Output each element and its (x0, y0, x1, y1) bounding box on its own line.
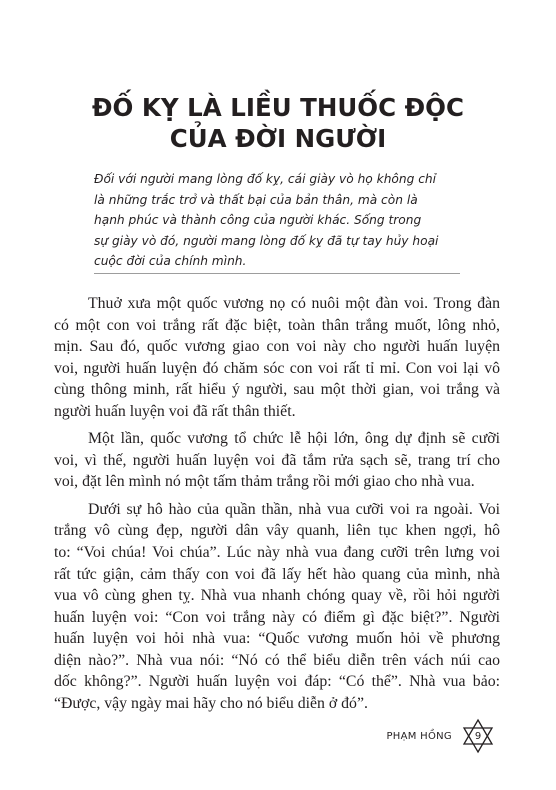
chapter-title-line-2: CỦA ĐỜI NGƯỜI (169, 124, 387, 153)
epigraph-line: là những trắc trở và thất bại của bản thân, mà còn là (94, 192, 418, 207)
epigraph (94, 169, 466, 272)
paragraph (54, 428, 500, 493)
text-line: voi, đặt lên mình nó một tấm thảm trắng rồi mới giao cho nhà vua. (54, 473, 475, 491)
paragraph (54, 499, 500, 714)
text-line: Dưới sự hô hào của quần thần, nhà vua cưỡi voi ra ngoài. Voi (88, 500, 500, 518)
page-footer (386, 721, 496, 751)
text-line: rất tức giận, cảm thấy con voi đã lấy hết hào quang của mình, nhà (54, 565, 500, 583)
chapter-title-line-1: ĐỐ KỴ LÀ LIỀU THUỐC ĐỘC (92, 93, 464, 122)
text-line: “Được, vậy ngày mai hãy cho nó biểu diễn ở đó”. (54, 694, 368, 712)
epigraph-line: Đối với người mang lòng đố kỵ, cái giày vò họ không chỉ (94, 172, 437, 186)
paragraph (54, 293, 500, 422)
epigraph-line: cuộc đời của chính mình. (94, 254, 247, 269)
text-line: diện nào?”. Nhà vua nói: “Nó có thể biểu diễn trên vách núi cao (54, 651, 500, 669)
text-line: người huấn luyện voi đã rất thân thiết. (54, 402, 296, 420)
text-line: cùng thông minh, rất hiểu ý người, sau một thời gian, voi trắng và (54, 381, 500, 399)
text-line: voi, người huấn luyện đó chăm sóc con voi rất tỉ mỉ. Con voi lại vô (54, 359, 500, 377)
page-number: 9 (474, 730, 482, 742)
epigraph-line: sự giày vò đó, người mang lòng đố kỵ đã tự tay hủy hoại (94, 233, 439, 248)
text-line: mịn. Sau đó, quốc vương giao con voi này cho người huấn luyện (54, 338, 500, 356)
text-line: Thuở xưa một quốc vương nọ có nuôi một đàn voi. Trong đàn (88, 295, 500, 312)
text-line: Một lần, quốc vương tổ chức lễ hội lớn, ông dự định sẽ cưỡi (88, 430, 500, 448)
chapter-title (0, 92, 556, 154)
text-line: vua vô cùng ghen tỵ. Nhà vua nhanh chóng quay về, rồi hỏi người (54, 587, 500, 605)
text-line: to: “Voi chúa! Voi chúa”. Lúc này nhà vua đang cưỡi trên lưng voi (54, 544, 500, 562)
text-line: huấn luyện voi hỏi nhà vua: “Quốc vương muốn hỏi về phương (54, 630, 500, 648)
text-line: voi, vì thế, người huấn luyện voi đã tắm rửa sạch sẽ, trang trí cho (54, 451, 500, 469)
epigraph-line: hạnh phúc và thành công của người khác. Sống trong (94, 213, 422, 228)
text-line: trắng vô cùng đẹp, người dân vây quanh, liên tục khen ngợi, hô (54, 522, 500, 540)
text-line: huấn luyện voi: “Con voi trắng này có điểm gì đặc biệt?”. Người (54, 608, 500, 626)
text-line: có một con voi trắng rất đặc biệt, toàn thân trắng muốt, lông nhỏ, (54, 316, 500, 334)
author-name: PHẠM HỒNG (386, 730, 452, 742)
epigraph-divider (94, 273, 460, 274)
star-of-david-icon (460, 718, 496, 754)
body-text (54, 293, 500, 720)
text-line: dốc không?”. Người huấn luyện voi đáp: “Có thể”. Nhà vua bảo: (54, 673, 500, 691)
